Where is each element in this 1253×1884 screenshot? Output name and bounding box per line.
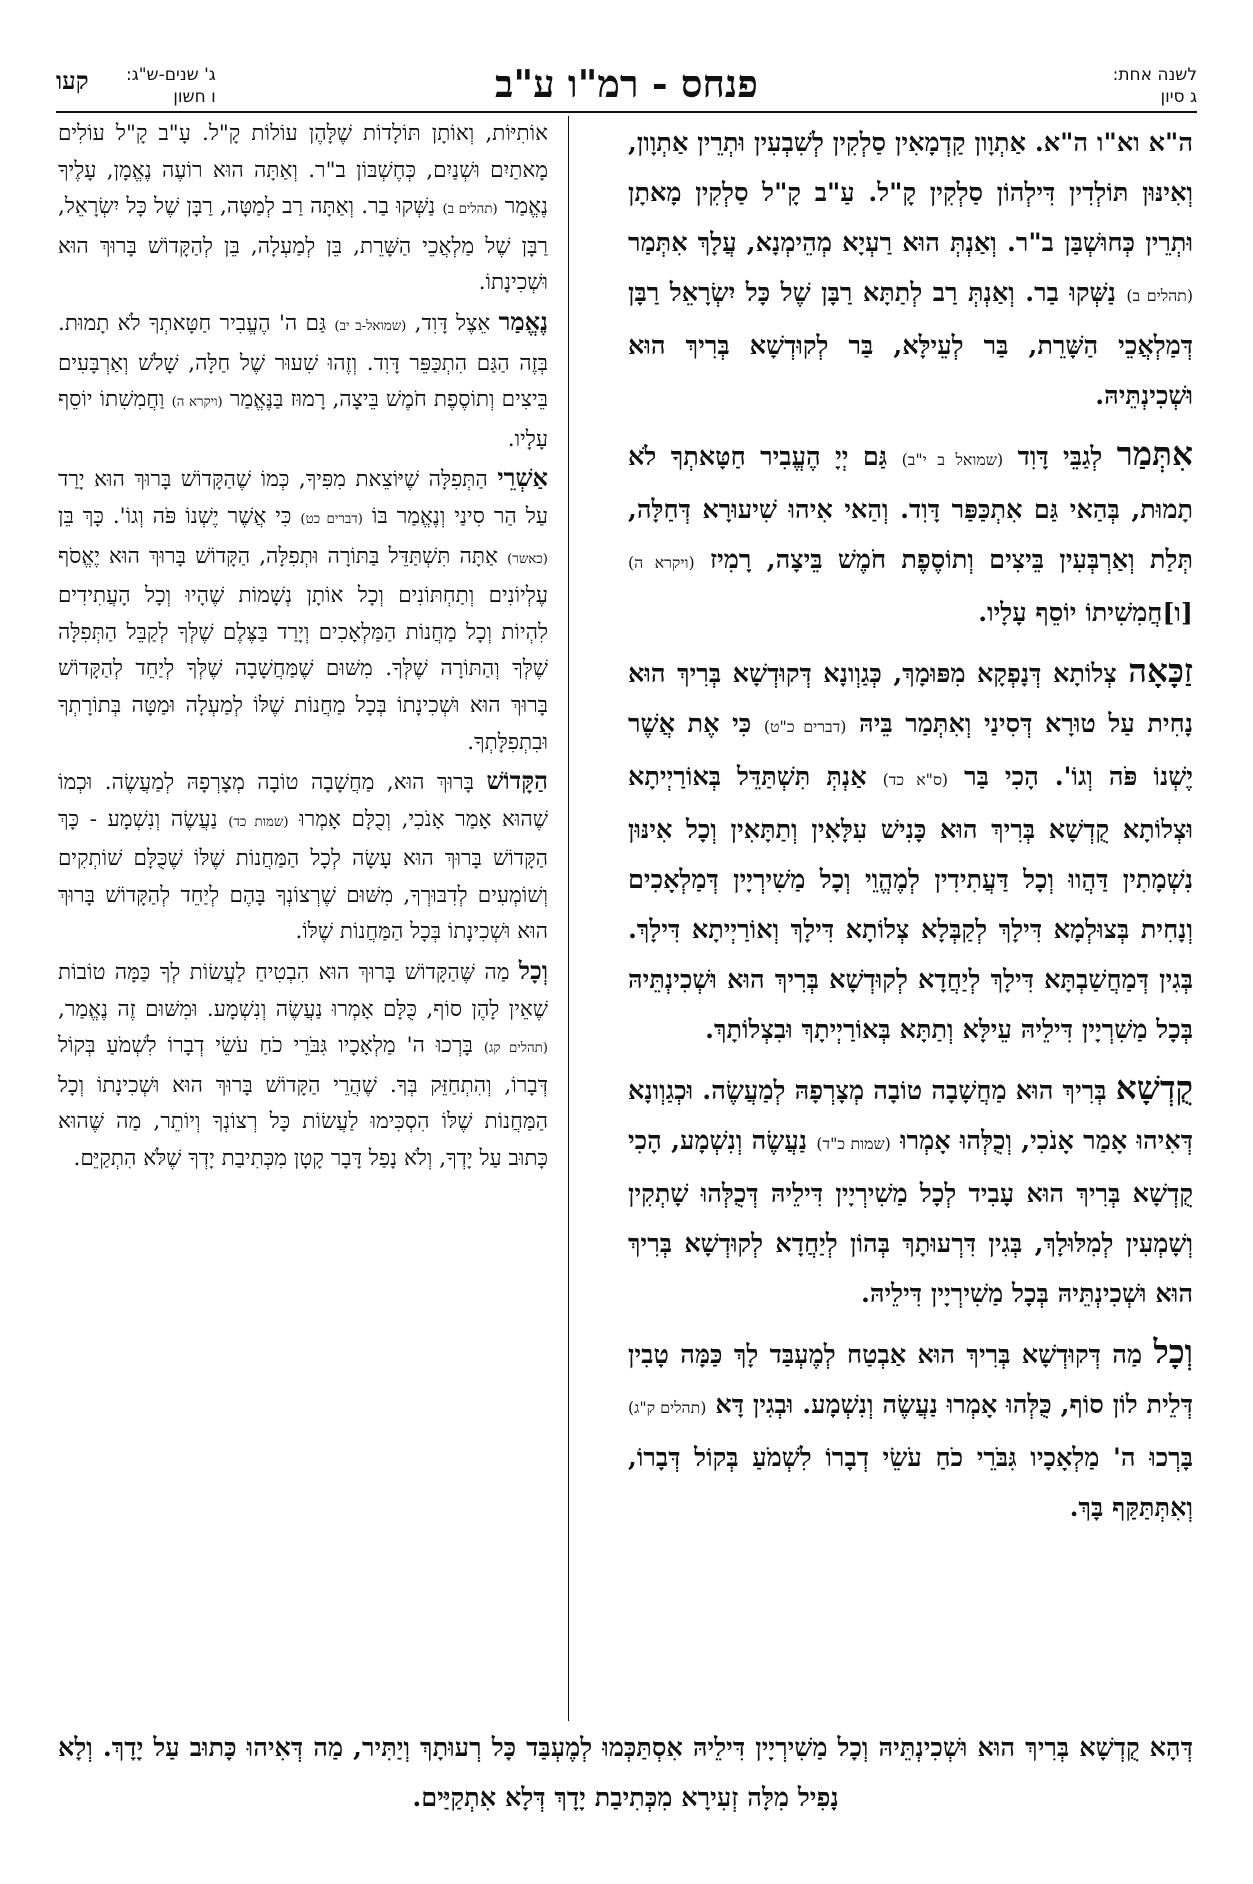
verse-reference: (ויקרא ה): [628, 553, 695, 572]
paragraph-text: בָּרְכוּ ה' מַלְאָכָיו גִּבֹּרֵי כֹחַ עֹשֵׂי דְבָרוֹ לִשְׁמֹעַ בְּקוֹל דְּבָרוֹ, וְאִתְּתַּקַּף בָּךְ.: [628, 1443, 1193, 1523]
paragraph-lead-word: אִתְּמַר: [1116, 434, 1193, 473]
zohar-paragraph: [628, 1063, 1193, 1319]
verse-reference: (דברים כ"ט): [763, 717, 847, 736]
verse-reference: (דברים כט): [300, 511, 363, 527]
verse-reference: (שמות כ"ד): [816, 1134, 891, 1153]
paragraph-text: נַעֲשֶׂה וְנִשְׁמָע, הָכִי קֻדְשָׁא בְּרִיךְ הוּא עָבִיד לְכָל מַשִׁירְיָין דִּילֵיהּ דְּכֻלְּהוּ שָׁתְקִין וְשָׁמְעִין לְמִלּוּלָךְ, בְּגִין דִּרְעוּתָךְ בְּהוֹן לְיַחֲדָא לְקוּדְשָׁא בְּרִיךְ הוּא וּשְׁכִינְתֵּיהּ בְּכָל מַשִׁירְיָין דִּילֵיהּ.: [628, 1126, 1193, 1309]
translation-column: [58, 116, 548, 1178]
translation-paragraph: [58, 116, 548, 302]
verse-reference: (שמות כד): [228, 814, 289, 830]
paragraph-text: כִּי אֲשֶׁר יֶשְׁנוֹ פֹּה וְגוֹ'. כָּךְ בֵּן: [58, 503, 292, 529]
paragraph-text: בָּרוּךְ הוּא, מַחֲשָׁבָה טוֹבָה מְצָרְפָהּ לְמַעֲשֶׂה. וּכְמוֹ שֶׁהוּא אָמַר אָנֹכִי, וְכֻלָּם אָמְרוּ: [58, 770, 548, 832]
paragraph-text: לְגַבֵּי דָּוִד: [1017, 442, 1103, 472]
header-left-line2: ו חשון: [173, 87, 216, 107]
header-right-line2: ג סיון: [1160, 87, 1197, 107]
header-right-line1: לשנה אחת:: [1112, 65, 1197, 85]
paragraph-lead-word: וְכָל: [1153, 1332, 1193, 1371]
verse-reference: (תהלים קג): [483, 1041, 548, 1057]
verse-reference: (תהלים ק"ג): [628, 1398, 707, 1417]
translation-paragraph: [58, 304, 548, 458]
paragraph-text: ה"א וא"ו ה"א. אַתְוָון קַדְמָאִין סַלְקִין לְשִׁבְעִין וּתְרֵין אַתְוָון, וְאִינּוּן תּוֹלְדִין דִּילְהוֹן סַלְקִין קָ"ל. עַ"ב קָ"ל סַלְקִין מָאתָן וּתְרֵין כְּחוּשְׁבַּן ב"ר. וְאַנְתְּ הוּא רַעְיָא מְהֵימְנָא, עֲלָךְ אִתְּמַר: [628, 128, 1193, 258]
translation-paragraph: [58, 953, 548, 1178]
paragraph-lead-word: נֶאֱמַר: [498, 306, 548, 336]
translation-paragraph: [58, 460, 548, 761]
paragraph-text: אַנְתְּ תִּשְׁתַּדֵּל בְּאוֹרַיְיתָא וּצְלוֹתָא קֻדְשָׁא בְּרִיךְ הוּא כָּנִישׁ עִלָּאִין וְתַתָּאִין וְכָל אִינּוּן נִשְׁמָתִין דַּהֲווּ וְכָל דַּעֲתִידִין לְמֶהֱוֵי וְכָל מַשִׁירְיָין דְּמַלְאָכִים וְנָחִית בְּצוּלְמָא דִּילָךְ לְקַבְּלָא צְלוֹתָא דִּילָךְ וְאוֹרַיְיתָא דִּילָךְ. בְּגִין דְּמַחֲשַׁבְתָּא דִּילָךְ לְיַחֲדָא לְקוּדְשָׁא בְּרִיךְ הוּא וּשְׁכִינְתֵּיהּ בְּכָל מַשִׁרְיָין דִּילֵיהּ עֵילָּא וְתַתָּא בְּאוֹרַיְיתָךְ וּבִצְלוֹתָךְ.: [628, 762, 1193, 1045]
paragraph-lead-word: וְכָל: [518, 956, 548, 986]
paragraph-text: מַה דְּקוּדְשָׁא בְּרִיךְ הוּא אַבְטַח לְמֶעְבַּד לָךְ כַּמָּה טָבִין דְּלֵית לוֹן סוֹף, כֻּלְּהוּ אָמְרוּ נַעֲשֶׂה וְנִשְׁמָע. וּבְגִין דָּא: [628, 1340, 1193, 1420]
page-title: פנחס - רמ"ו ע"ב: [495, 61, 758, 106]
paragraph-text: אוֹתִיּוֹת, וְאוֹתָן תּוֹלָדוֹת שֶׁלָּהֶן עוֹלוֹת קָ"ל. עָ"ב קָ"ל עוֹלִים מָאתַיִם וּשְׁנַיִם, כְּחֶשְׁבּוֹן ב"ר. וְאַתָּה הוּא רוֹעֶה נֶאֱמָן, עָלֶיךָ נֶאֱמַר: [58, 121, 548, 220]
paragraph-text: נַעֲשֶׂה וְנִשְׁמָע - כָּךְ הַקָּדוֹשׁ בָּרוּךְ הוּא עָשָׂה לְכָל הַמַּחֲנוֹת שֶׁלּוֹ שֶׁכֻּלָּם שׁוֹתְקִים וְשׁוֹמְעִים לְדִבּוּרְךָ, מִשּׁוּם שֶׁרְצוֹנְךָ בָּהֶם לְיַחֵד לְהַקָּדוֹשׁ בָּרוּךְ הוּא וּשְׁכִינָתוֹ בְּכָל הַמַּחֲנוֹת שֶׁלּוֹ.: [58, 806, 548, 945]
verse-reference: (שמואל-ב יב): [334, 318, 407, 334]
paragraph-text: [ו]חֲמִשִׁיתוֹ יוֹסֵף עָלָיו.: [978, 598, 1193, 628]
zohar-paragraph: [628, 1327, 1193, 1533]
zohar-paragraph: [628, 429, 1193, 638]
translation-paragraph: [58, 763, 548, 951]
paragraph-text: גַּם יְיָ הֶעֱבִיר חַטָּאתְךָ לֹא תָמוּת, בְּהַאי גַּם אִתְכַּפַּר דָּוִד. וְהַאי אִיהוּ שִׁיעוּרָא דְּחַלָּה, תְּלַת וְאַרְבְּעִין בֵּיצִים וְתוֹסֶפֶת חֹמֶשׁ בֵּיצָה, רָמִיז: [628, 442, 1193, 575]
verse-reference: (שמואל ב י"ב): [901, 450, 1004, 469]
header-schedule-three-years: [126, 64, 216, 108]
bottom-continuation-text: דְּהָא קֻדְשָׁא בְּרִיךְ הוּא וּשְׁכִינְתֵּיהּ וְכָל מַשִׁירְיָין דִּילֵיהּ אִסְתַּכְּמוּ לְמֶעְבַּד כָּל רְעוּתָךְ וְיַתִּיר, מַה דְּאִיהוּ כָּתוּב עַל יָדָךְ. וְלָא נָפִיל מִלָּה זְעִירָא מִכְּתִיבַת יָדָךְ דְּלָא אִתְקַיַּים.: [58, 1733, 1193, 1813]
verse-reference: (כאשר): [507, 551, 548, 567]
zohar-paragraph: [628, 646, 1193, 1055]
verse-reference: (ויקרא ה): [171, 395, 223, 411]
paragraph-text: בְּרִיךְ הוּא מַחֲשָׁבָה טוֹבָה מְצָרְפָהּ לְמַעֲשֶׂה. וּכְגַוְונָא דְּאִיהוּ אָמַר אָנֹכִי, וְכֻלְּהוּ אָמְרוּ: [628, 1076, 1193, 1156]
paragraph-text: גַּם ה' הֶעֱבִיר חַטָּאתְךָ לֹא תָמוּת. בְּזֶה הַגַּם הִתְכַּפֵּר דָּוִד. וְזֶהוּ שִׁעוּר שֶׁל חַלָּה, שָׁלֹשׁ וְאַרְבָּעִים בֵּיצִים וְתוֹסֶפֶת חֹמֶשׁ בֵּיצָה, רָמוּז בַּנֶּאֱמַר: [58, 310, 548, 413]
paragraph-text: מַה שֶּׁהַקָּדוֹשׁ בָּרוּךְ הוּא הִבְטִיחַ לַעֲשׂוֹת לְךָ כַּמָּה טוֹבוֹת שֶׁאֵין לָהֶן סוֹף, כֻּלָּם אָמְרוּ נַעֲשֶׂה וְנִשְׁמָע. וּמִשּׁוּם זֶה נֶאֱמַר,: [58, 960, 548, 1022]
page-header: [56, 62, 1197, 112]
zohar-paragraph: [628, 118, 1193, 421]
paragraph-lead-word: הַקָּדוֹשׁ: [486, 766, 548, 796]
paragraph-text: אֵצֶל דָּוִד,: [414, 310, 491, 336]
paragraph-text: בָּרְכוּ ה' מַלְאָכָיו גִּבֹּרֵי כֹחַ עֹשֵׂי דְבָרוֹ לִשְׁמֹעַ בְּקוֹל דְּבָרוֹ, וְהִתְחַזֵּק בְּךָ. שֶׁהֲרֵי הַקָּדוֹשׁ בָּרוּךְ הוּא וּשְׁכִינָתוֹ וְכָל הַמַּחֲנוֹת שֶׁלּוֹ הִסְכִּימוּ לַעֲשׂוֹת כָּל רְצוֹנְךָ וְיוֹתֵר, מַה שֶּׁהוּא כָּתוּב עַל יָדְךָ, וְלֹא נָפַל דָּבָר קָטָן מִכְּתִיבַת יָדְךָ שֶׁלֹּא הִתְקַיֵּם.: [58, 1033, 548, 1172]
column-divider: [568, 116, 569, 1721]
paragraph-lead-word: קֻדְשָׁא: [1115, 1068, 1193, 1107]
zohar-column: [628, 118, 1193, 1533]
verse-reference: (תהלים ב): [1126, 286, 1193, 305]
paragraph-text: צְלוֹתָא דְּנָפְקָא מִפּוּמָךְ, כְּגַוְונָא דְּקוּדְשָׁא בְּרִיךְ הוּא נָחִית עַל טוּרָא דְּסִינַי וְאִתְּמַר בֵּיהּ: [628, 659, 1193, 739]
header-divider: [56, 111, 1197, 113]
paragraph-lead-word: אַשְׁרֵי: [497, 463, 548, 493]
paragraph-text: כִּי אֶת אֲשֶׁר יֶשְׁנוֹ פֹּה וְגוֹ'. הָכִי בַּר: [628, 709, 1193, 792]
verse-reference: (ס"א כד): [882, 770, 949, 789]
paragraph-text: נַשְּׁקוּ בַר. וְאַנְתְּ רַב לְתַתָּא רַבָּן שֶׁל כָּל יִשְׂרָאֵל רַבָּן דְּמַלְאֲכֵי הַשָּׁרֵת, בַּר לְעֵילָּא, בַּר לְקוּדְשָׁא בְּרִיךְ הוּא וּשְׁכִינְתֵּיהּ.: [628, 278, 1193, 411]
page-number: קעו: [56, 66, 89, 95]
paragraph-text: וַחֲמִשִׁתוֹ יוֹסֵף עָלָיו.: [58, 387, 548, 452]
paragraph-lead-word: זַכָּאָה: [1128, 651, 1193, 690]
header-left-line1: ג' שנים-ש"ג:: [126, 65, 216, 85]
paragraph-text: אַתָּה תִּשְׁתַּדֵּל בַּתּוֹרָה וּתְפִלָּה, הַקָּדוֹשׁ בָּרוּךְ הוּא יֶאֱסֹף עֶלְיוֹנִים וְתַחְתּוֹנִים וְכָל אוֹתָן נְשָׁמוֹת שֶׁהָיוּ וְכָל הָעֲתִידִים לִהְיוֹת וְכָל מַחֲנוֹת הַמַּלְאָכִים וְיָרַד בַּצֶּלֶם שֶׁלְּךָ לְקַבֵּל הַתְּפִלָּה שֶׁלְּךָ וְהַתּוֹרָה שֶׁלְּךָ. מִשּׁוּם שֶׁמַּחֲשָׁבָה שֶׁלְּךָ לְיַחֵד לְהַקָּדוֹשׁ בָּרוּךְ הוּא וּשְׁכִינָתוֹ בְּכָל מַחֲנוֹת שֶׁלּוֹ לְמַעְלָה וּמַטָּה בְּתוֹרָתְךָ וּבִתְפִלָּתְךָ.: [58, 543, 548, 755]
verse-reference: (תהלים ב): [442, 202, 498, 218]
paragraph-text: הַתְּפִלָּה שֶׁיּוֹצֵאת מִפִּיךָ, כְּמוֹ שֶׁהַקָּדוֹשׁ בָּרוּךְ הוּא יָרַד עַל הַר סִינַי וְנֶאֱמַר בּוֹ: [58, 467, 548, 529]
paragraph-text: נַשְּׁקוּ בַר. וְאַתָּה רַב לְמַטָּה, רַבָּן שֶׁל כָּל יִשְׂרָאֵל, רַבָּן שֶׁל מַלְאֲכֵי הַשָּׁרֵת, בֵּן לְמַעְלָה, בֵּן לְהַקָּדוֹשׁ בָּרוּךְ הוּא וּשְׁכִינָתוֹ.: [58, 194, 548, 296]
